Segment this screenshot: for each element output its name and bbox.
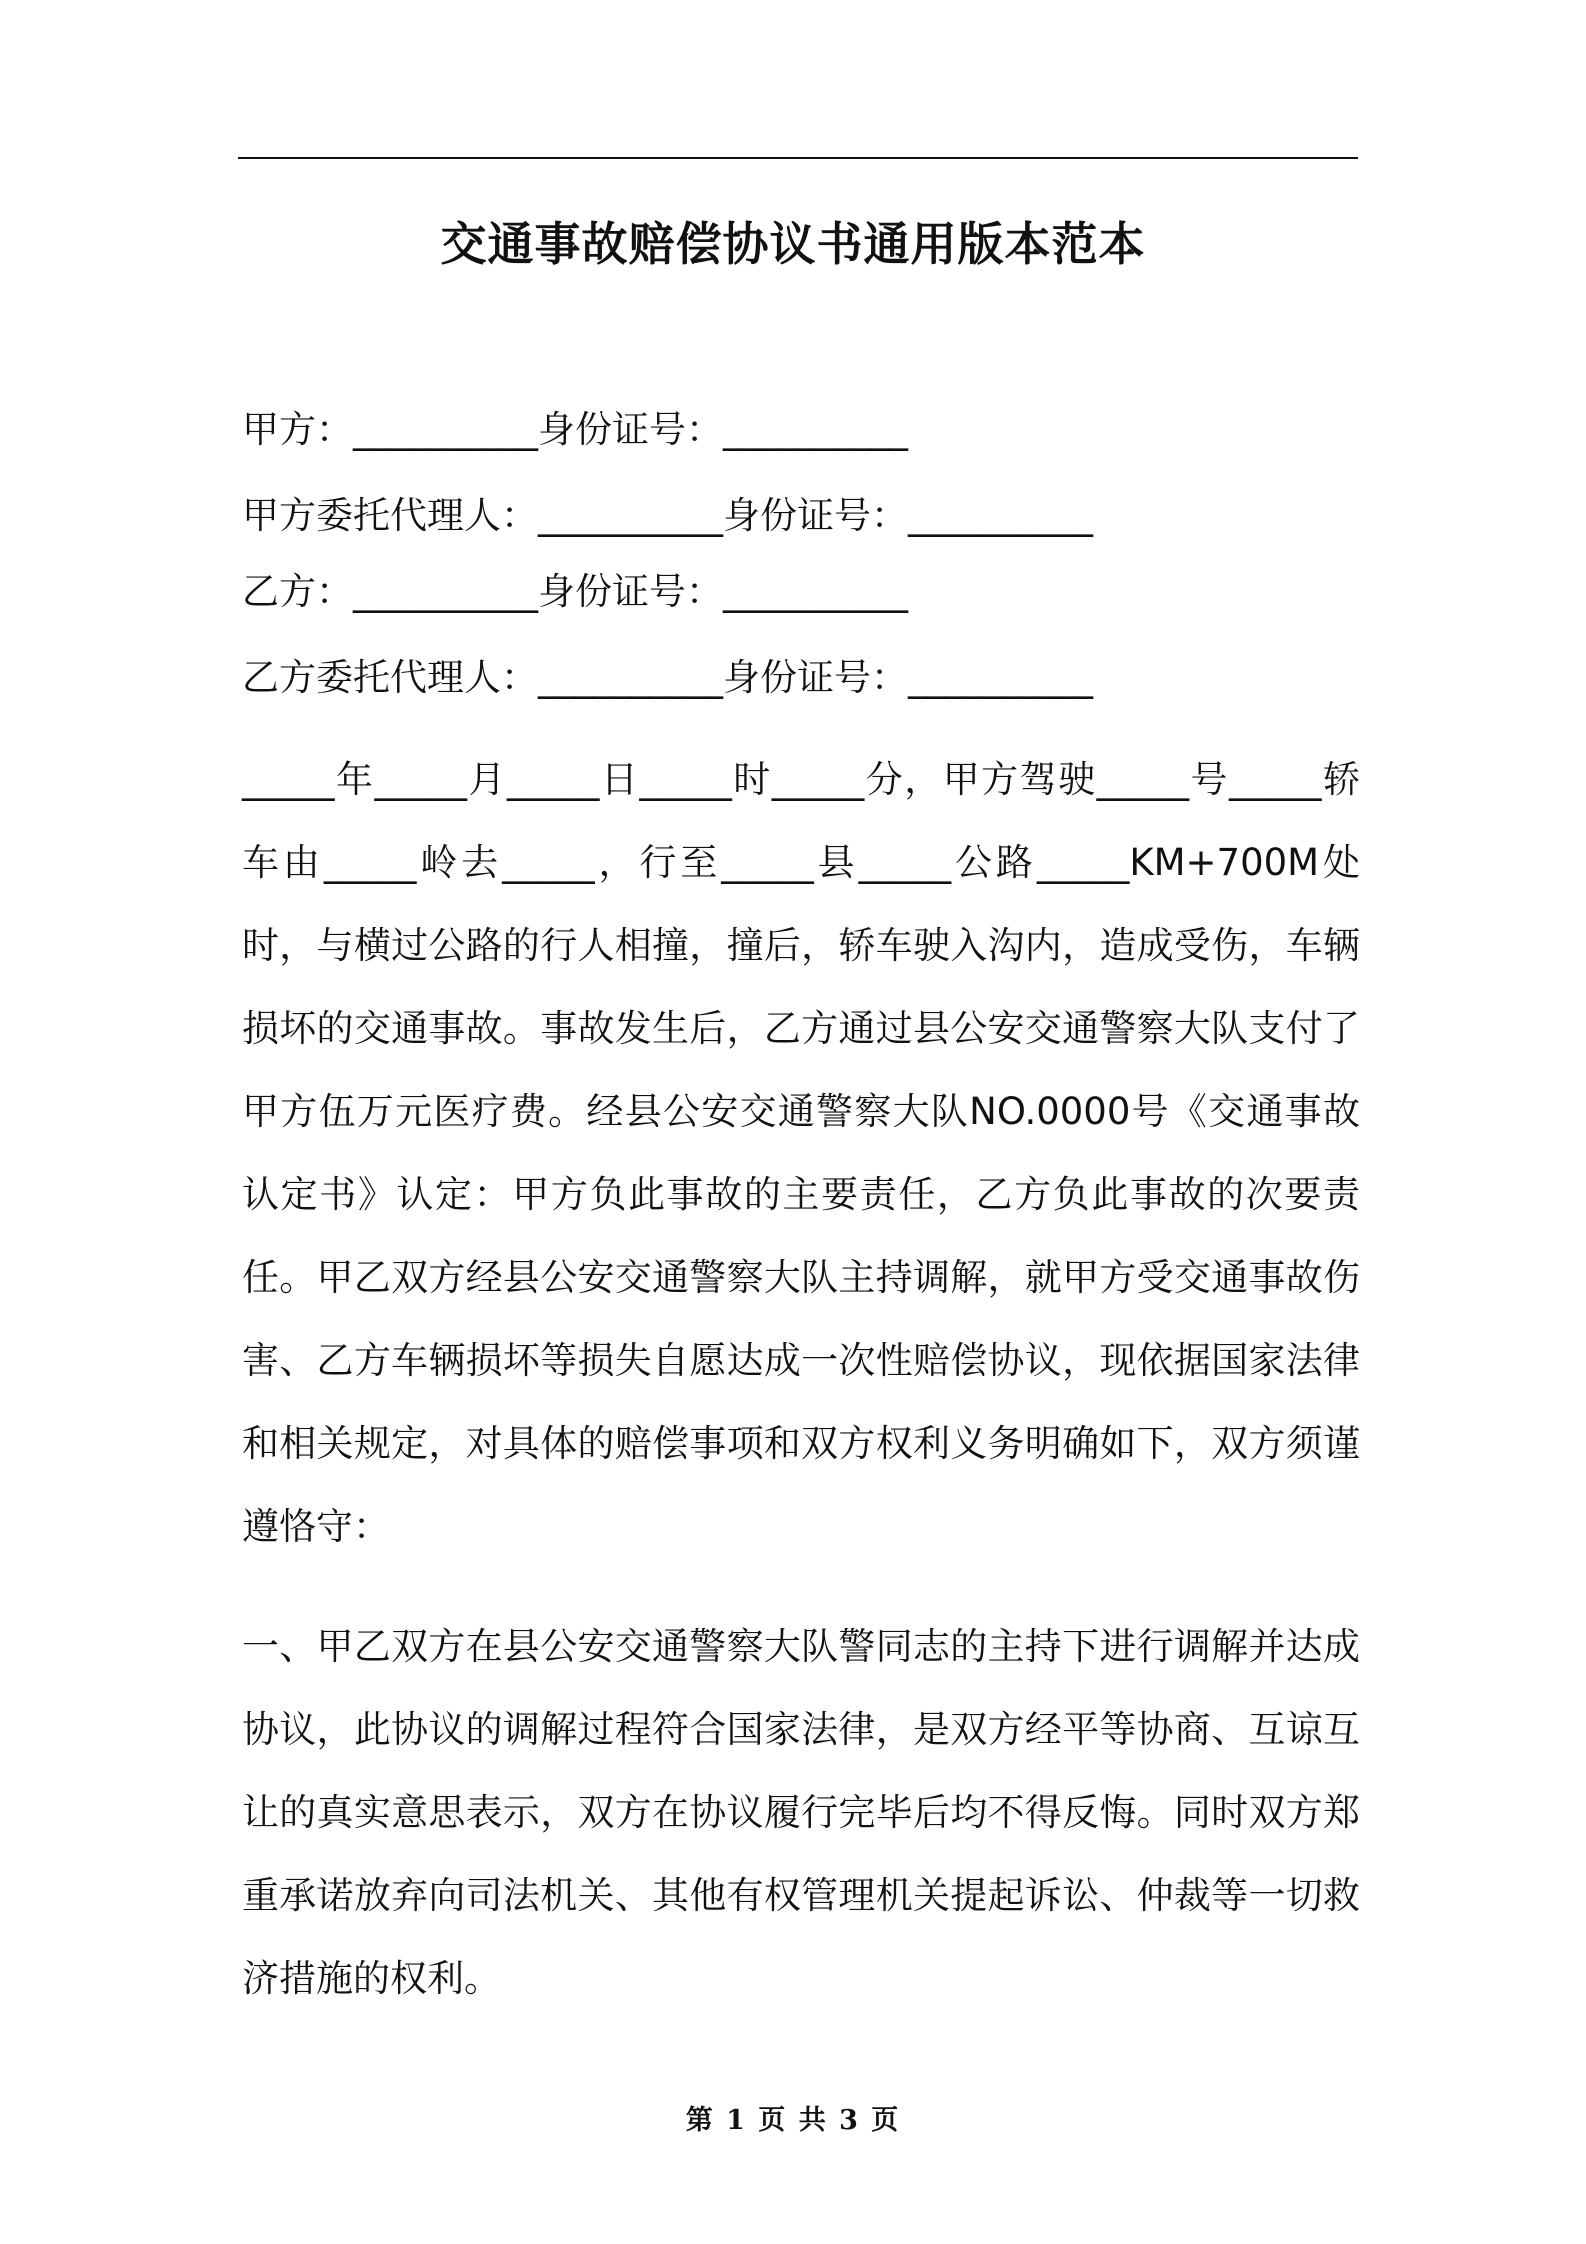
party-b-agent-line: 乙方委托代理人：__________身份证号：__________ bbox=[242, 656, 1093, 699]
clause-one-paragraph: 一、甲乙双方在县公安交通警察大队警同志的主持下进行调解并达成协议，此协议的调解过程符合国家法律，是双方经平等协商、互谅互让的真实意思表示，双方在协议履行完毕后均不得反悔。同时双方郑重承诺放弃向司法机关、其他有权管理机关提起诉讼、仲裁等一切救济措施的权利。 bbox=[242, 1625, 1360, 2000]
header-rule bbox=[238, 157, 1358, 159]
party-a-line: 甲方：__________身份证号：__________ bbox=[242, 408, 908, 451]
document-title: 交通事故赔偿协议书通用版本范本 bbox=[440, 217, 1146, 271]
party-a-agent-line: 甲方委托代理人：__________身份证号：__________ bbox=[242, 494, 1093, 537]
page-number-footer: 第 1 页 共 3 页 bbox=[685, 2105, 901, 2136]
accident-description-paragraph: _____年_____月_____日_____时_____分，甲方驾驶_____号_____轿车由_____岭去_____，行至_____县_____公路_____KM+700M处时，与横过公路的行人相撞，撞后，轿车驶入沟内，造成受伤，车辆损坏的交通事故。事故发生后，乙方通过县公安交通警察大队支付了甲方伍万元医疗费。经县公安交通警察大队NO.0000号《交通事故认定书》认定：甲方负此事故的主要责任，乙方负此事故的次要责任。甲乙双方经县公安交通警察大队主持调解，就甲方受交通事故伤害、乙方车辆损坏等损失自愿达成一次性赔偿协议，现依据国家法律和相关规定，对具体的赔偿事项和双方权利义务明确如下，双方须谨遵恪守： bbox=[242, 758, 1360, 1548]
document-body bbox=[242, 408, 1360, 2057]
party-b-line: 乙方：__________身份证号：__________ bbox=[242, 570, 908, 613]
